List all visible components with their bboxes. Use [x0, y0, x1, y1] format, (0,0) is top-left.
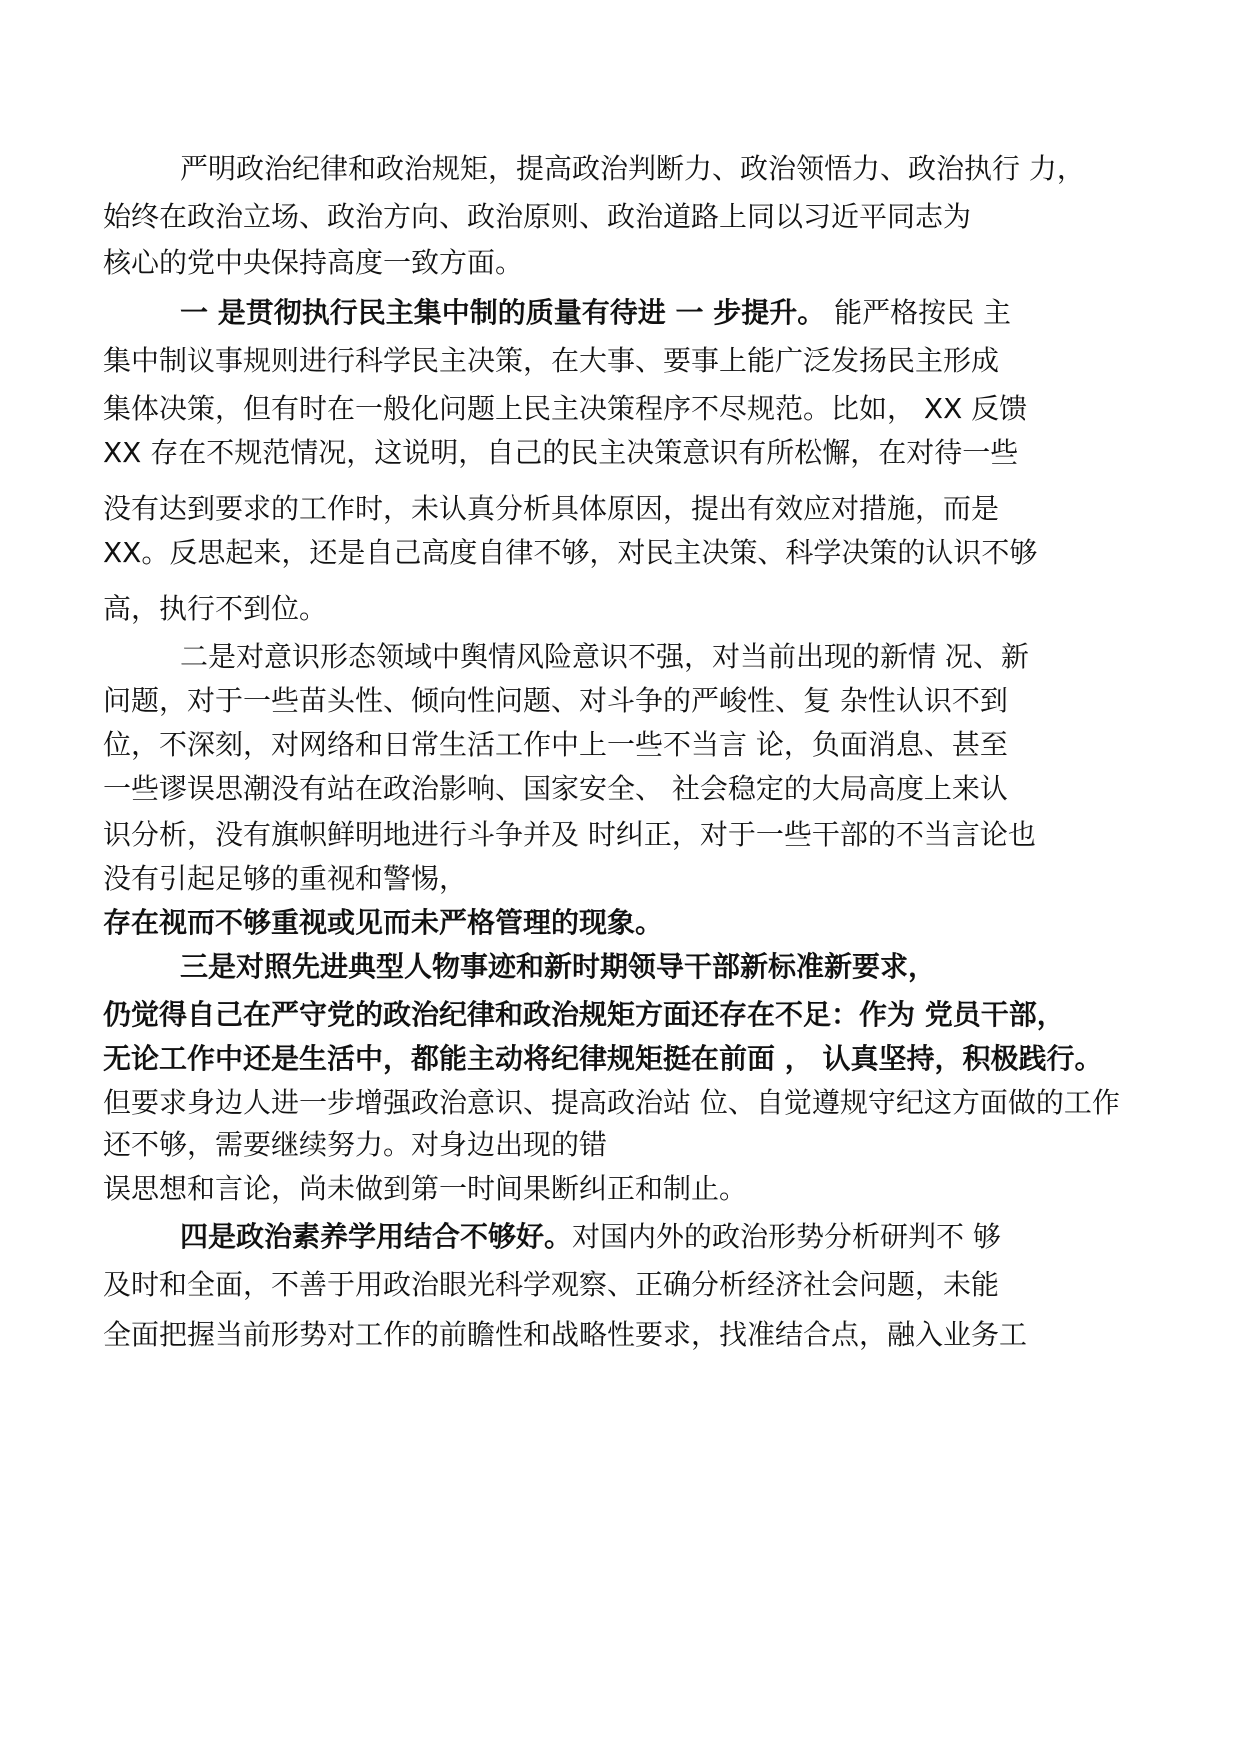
paragraph-line: XX。反思起来，还是自己高度自律不够，对民主决策、科学决策的认识不够 [103, 536, 1038, 569]
paragraph-line: 二是对意识形态领域中舆情风险意识不强，对当前出现的新情 况、新 [180, 640, 1029, 673]
paragraph-line: 还不够，需要继续努力。对身边出现的错 [103, 1128, 608, 1161]
paragraph-line [180, 296, 1011, 330]
paragraph-line: 识分析，没有旗帜鲜明地进行斗争并及 时纠正，对于一些干部的不当言论也 [103, 818, 1036, 851]
paragraph-line: 误思想和言论，尚未做到第一时间果断纠正和制止。 [103, 1172, 748, 1205]
paragraph-line: 没有引起足够的重视和警惕， [103, 862, 468, 895]
paragraph-line: 及时和全面，不善于用政治眼光科学观察、正确分析经济社会问题，未能 [103, 1268, 1000, 1301]
paragraph-line: 问题，对于一些苗头性、倾向性问题、对斗争的严峻性、复 杂性认识不到 [103, 684, 1008, 717]
paragraph-text: 对国内外的政治形势分析研判不 够 [572, 1220, 1001, 1253]
paragraph-text: 能严格按民 主 [825, 296, 1012, 329]
paragraph-line: 集体决策，但有时在一般化问题上民主决策程序不尽规范。比如， XX 反馈 [103, 392, 1028, 425]
paragraph-line-bold: 无论工作中还是生活中，都能主动将纪律规矩挺在前面 ， 认真坚持，积极践行。 [103, 1042, 1103, 1075]
paragraph-line: 核心的党中央保持高度一致方面。 [103, 246, 524, 279]
paragraph-line-bold: 存在视而不够重视或见而未严格管理的现象。 [103, 906, 664, 939]
paragraph-line: 全面把握当前形势对工作的前瞻性和战略性要求，找准结合点，融入业务工 [103, 1318, 1028, 1351]
paragraph-line: XX 存在不规范情况，这说明，自己的民主决策意识有所松懈，在对待一些 [103, 436, 1019, 469]
paragraph-line: 没有达到要求的工作时，未认真分析具体原因，提出有效应对措施，而是 [103, 492, 1000, 525]
section-heading-4: 四是政治素养学用结合不够好。 [180, 1220, 573, 1253]
section-heading-1: 一 是贯彻执行民主集中制的质量有待进 一 步提升。 [180, 296, 826, 329]
paragraph-line-bold: 仍觉得自己在严守党的政治纪律和政治规矩方面还存在不足：作为 党员干部， [103, 998, 1065, 1031]
paragraph-line: 严明政治纪律和政治规矩，提高政治判断力、政治领悟力、政治执行 力， [180, 152, 1085, 185]
paragraph-line: 高，执行不到位。 [103, 592, 328, 625]
section-heading-3: 三是对照先进典型人物事迹和新时期领导干部新标准新要求， [180, 950, 937, 983]
paragraph-line [180, 1220, 1001, 1254]
paragraph-line: 但要求身边人进一步增强政治意识、提高政治站 位、自觉遵规守纪这方面做的工作 [103, 1086, 1120, 1119]
paragraph-line: 集中制议事规则进行科学民主决策，在大事、要事上能广泛发扬民主形成 [103, 344, 1000, 377]
paragraph-line: 始终在政治立场、政治方向、政治原则、政治道路上同以习近平同志为 [103, 200, 972, 233]
paragraph-line: 位，不深刻，对网络和日常生活工作中上一些不当言 论，负面消息、甚至 [103, 728, 1008, 761]
paragraph-line: 一些谬误思潮没有站在政治影响、国家安全、 社会稳定的大局高度上来认 [103, 772, 1008, 805]
